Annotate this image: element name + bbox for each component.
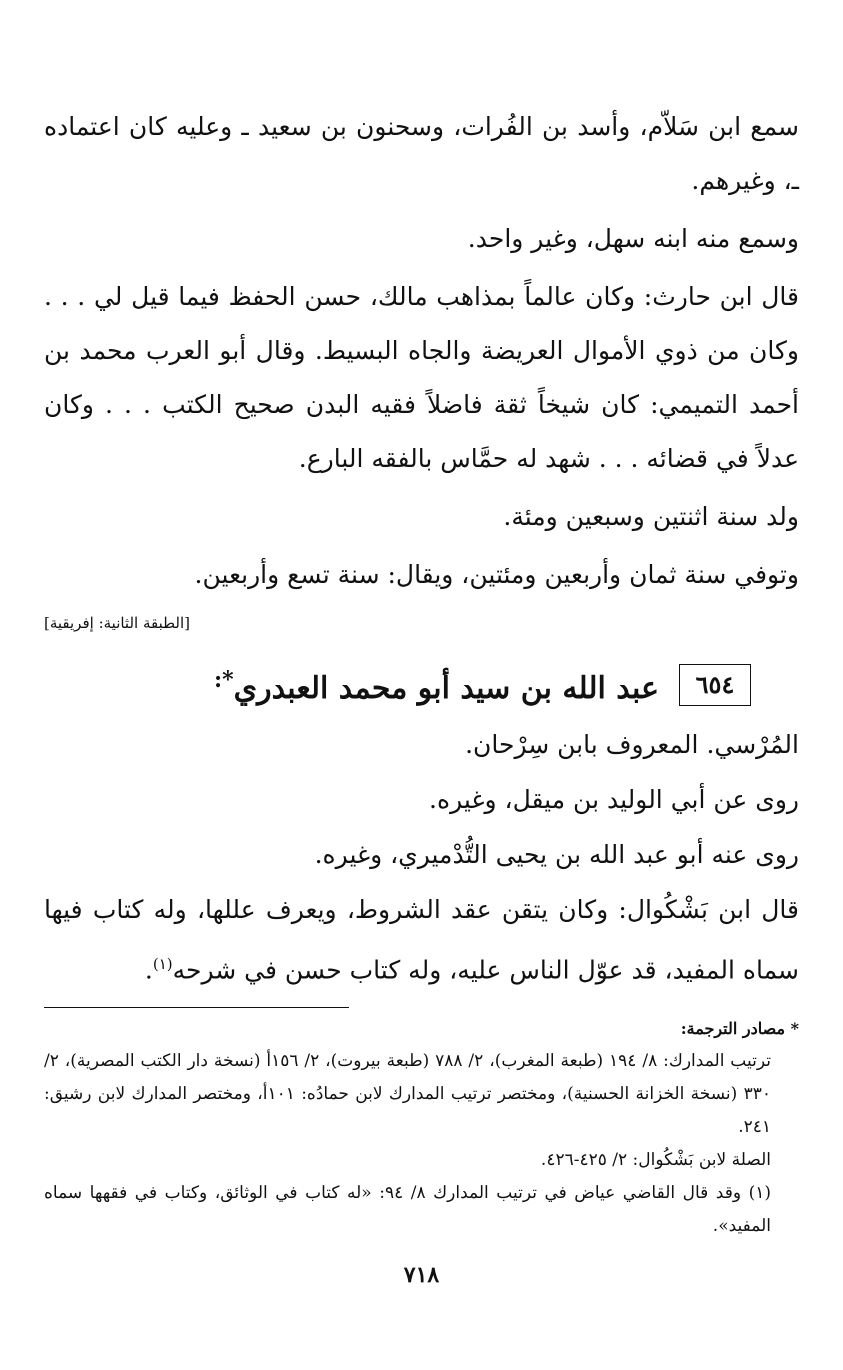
entry-paragraph: روى عن أبي الوليد بن ميقل، وغيره. [429,785,799,814]
footnote-ref: (١) [152,955,173,973]
entry-paragraph: روى عنه أبو عبد الله بن يحيى التُّدْميري، وغيره. [314,840,799,869]
body-paragraph: وسمع منه ابنه سهل، وغير واحد. [467,224,799,253]
entry-title [214,656,659,713]
footnote-divider-wrap [44,997,799,1008]
entry-paragraph-last [44,882,799,997]
entry-heading [44,656,799,713]
body-paragraph: ولد سنة اثنتين وسبعين ومئة. [503,502,799,531]
entry-paragraph-end: . [144,955,153,985]
footnote-note-1: (١) وقد قال القاضي عياض في ترتيب المدارك ٨/ ٩٤: «له كتاب في الوثائق، وكتاب في فقهها سماه المفيد». [44,1183,771,1237]
footnote-divider [44,1007,349,1008]
entry-title-mark: *: [213,667,234,693]
body-paragraph: قال ابن حارث: وكان عالماً بمذاهب مالك، حسن الحفظ فيما قيل لي . . . وكان من ذوي الأموال العريضة والجاه البسيط. وقال أبو العرب محمد بن أحمد التميمي: كان شيخاً ثقة فاضلاً فقيه البدن صحيح الكتب . . . وكان عدلاً في قضائه . . . شهد له حمَّاس بالفقه البارع. [44,282,799,473]
entry-paragraph-text: قال ابن بَشْكُوال: وكان يتقن عقد الشروط، ويعرف عللها، وله كتاب فيها سماه المفيد، قد عوّل الناس عليه، وله كتاب حسن في شرحه [44,895,799,985]
body-paragraph: وتوفي سنة ثمان وأربعين ومئتين، ويقال: سنة تسع وأربعين. [194,560,799,589]
footnote-sources-heading: * مصادر الترجمة: [680,1019,799,1039]
entry-paragraph: المُرْسي. المعروف بابن سِرْحان. [465,730,799,759]
entry-number-box: ٦٥٤ [679,664,751,706]
footnote-sources-1: ترتيب المدارك: ٨/ ١٩٤ (طبعة المغرب)، ٢/ ٧٨٨ (طبعة بيروت)، ٢/ ١٥٦أ (نسخة دار الكتب المصرية)، ٢/ ٣٣٠ (نسخة الخزانة الحسنية)، ومختصر ترتيب المدارك لابن حمادُه: ١٠١أ، ومختصر المدارك لابن رشيق: ٢٤١. [44,1051,771,1138]
page-number: ٧١٨ [403,1262,440,1288]
footnote-sources-2: الصلة لابن بَشْكُوال: ٢/ ٤٢٥-٤٢٦. [540,1150,771,1171]
body-paragraph: سمع ابن سَلاّم، وأسد بن الفُرات، وسحنون بن سعيد ـ وعليه كان اعتماده ـ، وغيرهم. [44,112,799,195]
section-tag: [الطبقة الثانية: إفريقية] [44,614,191,632]
entry-title-text: عبد الله بن سيد أبو محمد العبدري [233,671,659,706]
